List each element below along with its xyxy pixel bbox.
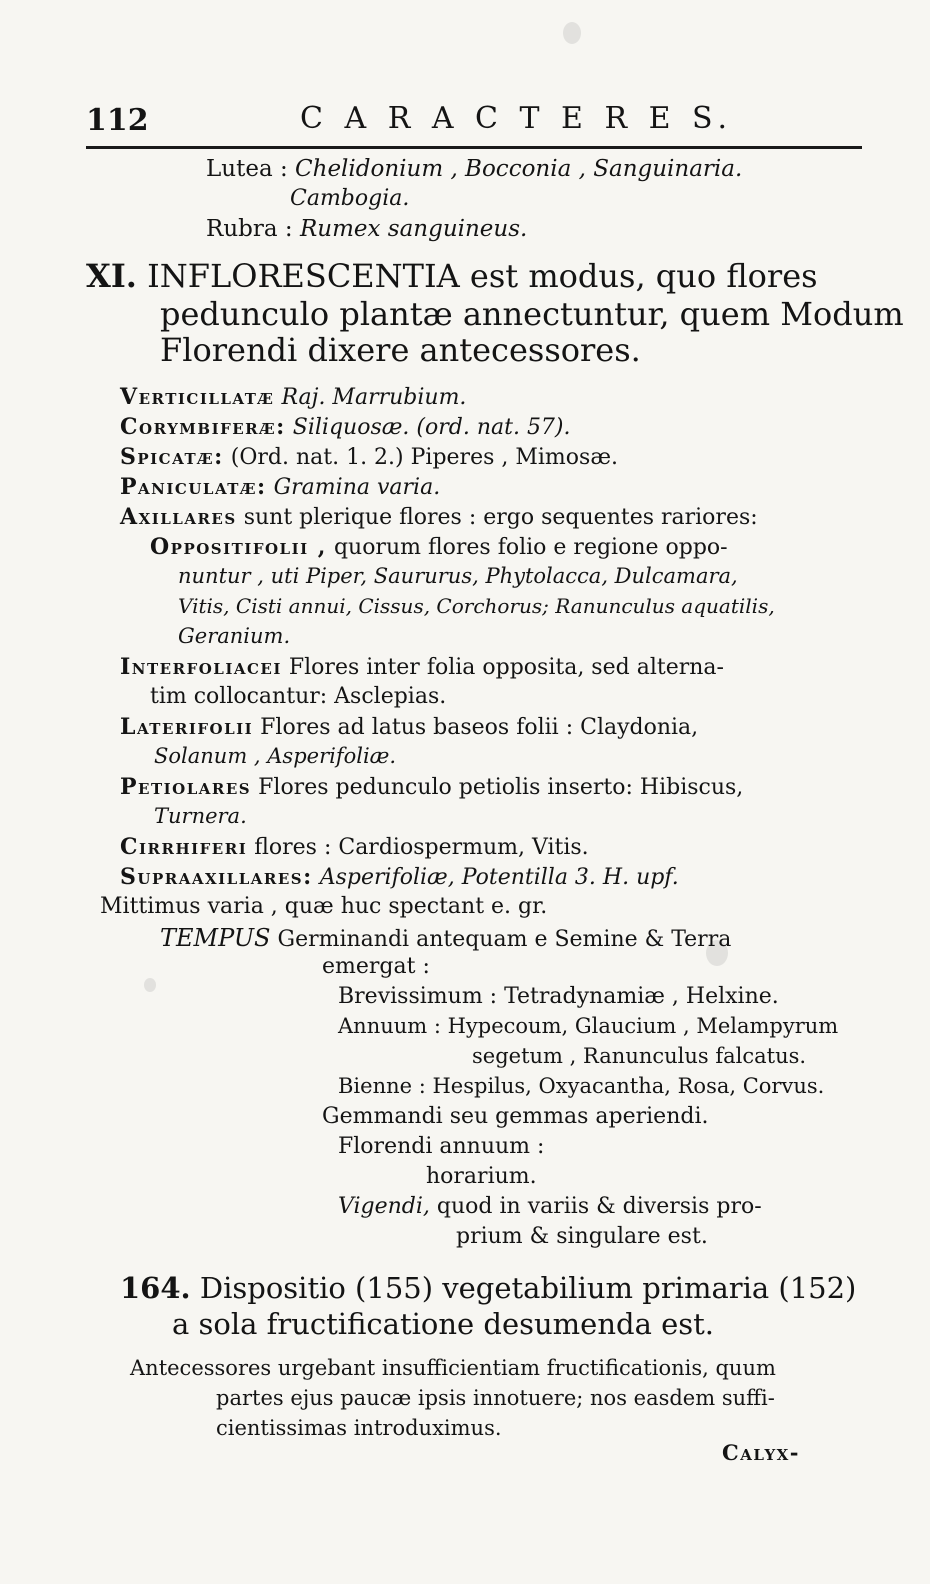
note-line1: Antecessores urgebant insufficientiam fructificationis, quum xyxy=(130,1356,776,1380)
supraaxillares-entry xyxy=(120,866,679,889)
oppositifolii-line4: Geranium. xyxy=(178,624,291,648)
interfoliacei-entry xyxy=(120,656,724,679)
rubra-species: Rumex sanguineus. xyxy=(299,216,528,242)
note-line2: partes ejus paucæ ipsis innotuere; nos easdem suffi- xyxy=(216,1386,775,1410)
tempus-florendi-cont: horarium. xyxy=(426,1164,537,1189)
supraaxillares-term: Supraaxillares: xyxy=(120,864,313,890)
verticillatae-entry xyxy=(120,386,466,409)
cirrhiferi-text: flores : Cardiospermum, Vitis. xyxy=(254,835,589,860)
page-number: 112 xyxy=(86,103,149,138)
lutea-label: Lutea : xyxy=(206,156,288,182)
laterifolii-line2: Solanum , Asperifoliæ. xyxy=(154,744,397,768)
cirrhiferi-term: Cirrhiferi xyxy=(120,834,248,860)
paragraph-164-line2: a sola fructificatione desumenda est. xyxy=(172,1307,715,1341)
rubra-line xyxy=(206,218,527,241)
lutea-species: Chelidonium , Bocconia , Sanguinaria. xyxy=(295,156,743,182)
tempus-line1 xyxy=(160,926,731,951)
note-line3: cientissimas introduximus. xyxy=(216,1416,502,1440)
petiolares-entry xyxy=(120,776,743,799)
oppositifolii-term: Oppositifolii , xyxy=(150,534,327,560)
corymbiferae-entry xyxy=(120,416,571,439)
interfoliacei-term: Interfoliacei xyxy=(120,654,282,680)
laterifolii-term: Laterifolii xyxy=(120,714,254,740)
cirrhiferi-entry xyxy=(120,836,589,859)
oppositifolii-line3: Vitis, Cisti annui, Cissus, Corchorus; Ranunculus aquatilis, xyxy=(178,594,775,618)
tempus-gemmandi: Gemmandi seu gemmas aperiendi. xyxy=(322,1104,709,1129)
tempus-line1-text: Germinandi antequam e Semine & Terra xyxy=(277,927,732,952)
tempus-vigendi-text: quod in variis & diversis pro- xyxy=(436,1194,762,1219)
tempus-bienne: Bienne : Hespilus, Oxyacantha, Rosa, Corvus. xyxy=(338,1074,825,1098)
oppositifolii-line2: nuntur , uti Piper, Saururus, Phytolacca, Dulcamara, xyxy=(178,564,738,588)
lutea-line xyxy=(206,158,742,181)
rubra-label: Rubra : xyxy=(206,216,293,242)
paper-stain xyxy=(144,978,156,992)
section-xi-line1 xyxy=(86,257,818,295)
oppositifolii-entry xyxy=(150,536,728,559)
laterifolii-line1: Flores ad latus baseos folii : Claydonia, xyxy=(260,715,699,740)
tempus-brevissimum: Brevissimum : Tetradynamiæ , Helxine. xyxy=(338,984,779,1009)
petiolares-line2: Turnera. xyxy=(154,804,247,828)
paper-stain xyxy=(563,22,581,44)
laterifolii-entry xyxy=(120,716,698,739)
lutea-species-cont: Cambogia. xyxy=(290,186,410,211)
oppositifolii-line1: quorum flores folio e regione oppo- xyxy=(333,535,728,560)
tempus-term: TEMPUS xyxy=(160,924,271,952)
spicatae-text: (Ord. nat. 1. 2.) Piperes , Mimosæ. xyxy=(230,445,618,470)
axillares-text: sunt plerique flores : ergo sequentes rariores: xyxy=(243,505,758,530)
catchword: Calyx- xyxy=(722,1440,801,1465)
tempus-vigendi-cont: prium & singulare est. xyxy=(456,1224,708,1249)
paragraph-164-text1: Dispositio (155) vegetabilium primaria (152) xyxy=(199,1271,857,1305)
paniculatae-text: Gramina varia. xyxy=(273,475,441,500)
interfoliacei-line1: Flores inter folia opposita, sed alterna- xyxy=(288,655,724,680)
axillares-term: Axillares xyxy=(120,504,237,530)
running-title: C A R A C T E R E S. xyxy=(300,101,734,136)
verticillatae-text: Raj. Marrubium. xyxy=(281,385,467,410)
verticillatae-term: Verticillatæ xyxy=(120,384,275,410)
interfoliacei-line2: tim collocantur: Asclepias. xyxy=(150,684,447,709)
axillares-entry xyxy=(120,506,758,529)
paniculatae-term: Paniculatæ: xyxy=(120,474,267,500)
section-xi-numeral: XI. xyxy=(86,257,137,295)
tempus-annuum: Annuum : Hypecoum, Glaucium , Melampyrum xyxy=(338,1014,839,1038)
section-xi-line3: Florendi dixere antecessores. xyxy=(160,331,641,369)
supraaxillares-text: Asperifoliæ, Potentilla 3. H. upf. xyxy=(319,865,679,890)
section-xi-line2: pedunculo plantæ annectuntur, quem Modum xyxy=(160,295,904,333)
paniculatae-entry xyxy=(120,476,440,499)
tempus-annuum-cont: segetum , Ranunculus falcatus. xyxy=(472,1044,807,1068)
tempus-florendi: Florendi annuum : xyxy=(338,1134,545,1159)
paragraph-164-line1 xyxy=(120,1271,857,1305)
tempus-vigendi xyxy=(338,1196,762,1218)
header-rule xyxy=(86,146,862,149)
corymbiferae-text: Siliquosæ. (ord. nat. 57). xyxy=(292,415,571,440)
petiolares-term: Petiolares xyxy=(120,774,252,800)
petiolares-line1: Flores pedunculo petiolis inserto: Hibiscus, xyxy=(258,775,744,800)
spicatae-term: Spicatæ: xyxy=(120,444,224,470)
mittimus-line: Mittimus varia , quæ huc spectant e. gr. xyxy=(100,894,548,919)
paragraph-164-number: 164. xyxy=(120,1271,191,1305)
tempus-vigendi-term: Vigendi, xyxy=(338,1194,430,1219)
spicatae-entry xyxy=(120,446,618,469)
corymbiferae-term: Corymbiferæ: xyxy=(120,414,286,440)
section-xi-text1: INFLORESCENTIA est modus, quo flores xyxy=(147,257,818,295)
tempus-line2: emergat : xyxy=(322,954,430,979)
